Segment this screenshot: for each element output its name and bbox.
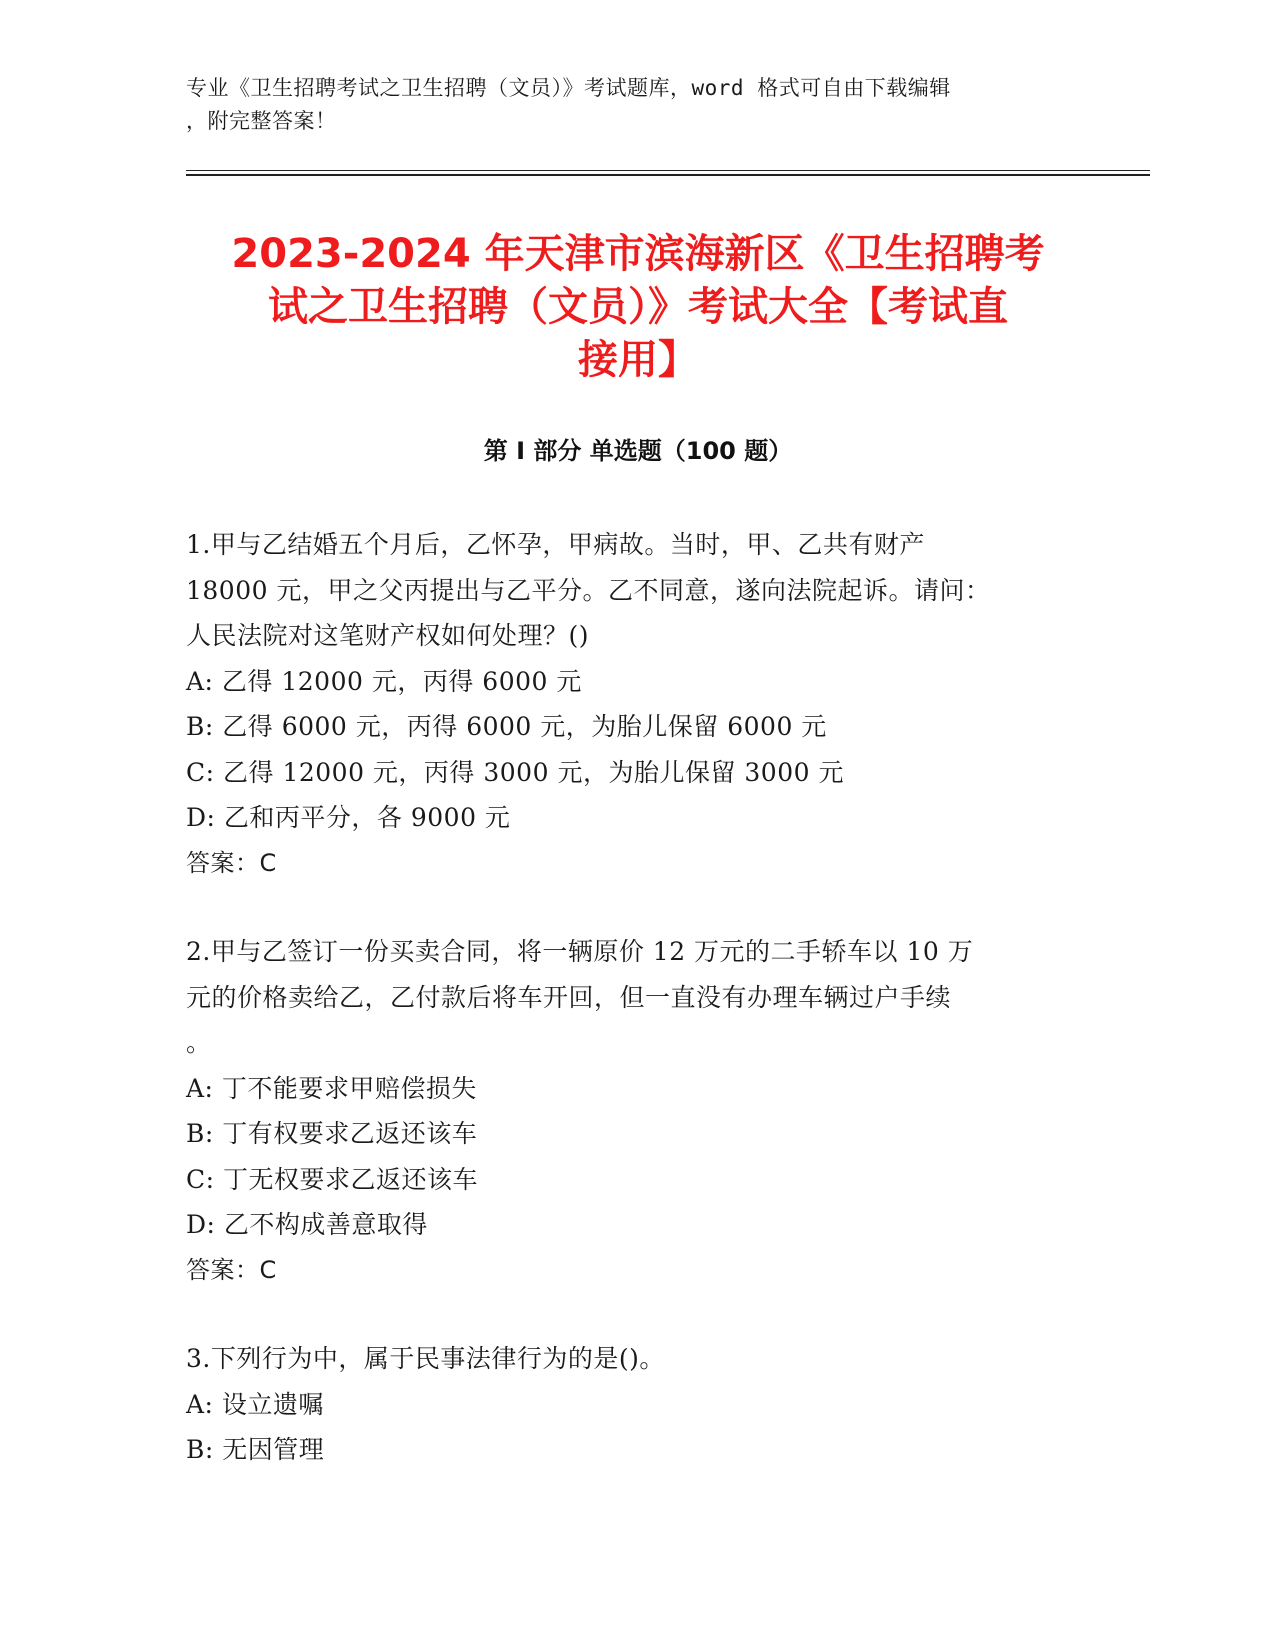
header-rule-thin <box>186 170 1150 171</box>
question-line: 。 <box>186 1028 212 1057</box>
title-line: 2023-2024 年天津市滨海新区《卫生招聘考 <box>231 231 1045 277</box>
question-line: 2.甲与乙签订一份买卖合同，将一辆原价 12 万元的二手轿车以 10 万 <box>186 937 974 966</box>
title-line: 接用】 <box>578 337 698 383</box>
question-line: 人民法院对这笔财产权如何处理？() <box>186 621 590 650</box>
option-a: A: 丁不能要求甲赔偿损失 <box>186 1073 477 1103</box>
question-line: 18000 元，甲之父丙提出与乙平分。乙不同意，遂向法院起诉。请问： <box>186 575 991 605</box>
answer: 答案：C <box>186 1255 277 1284</box>
document-title <box>186 228 1090 387</box>
section-heading: 第 I 部分 单选题（100 题） <box>483 437 793 465</box>
intro-line: ，附完整答案！ <box>186 109 337 133</box>
option-a: A: 乙得 12000 元，丙得 6000 元 <box>186 666 582 696</box>
option-c: C: 丁无权要求乙返还该车 <box>186 1164 478 1194</box>
option-b: B: 丁有权要求乙返还该车 <box>186 1119 478 1148</box>
option-a: A: 设立遗嘱 <box>186 1389 324 1419</box>
option-b: B: 无因管理 <box>186 1435 325 1464</box>
option-d: D: 乙不构成善意取得 <box>186 1210 428 1239</box>
intro-line: 专业《卫生招聘考试之卫生招聘（文员）》考试题库，word 格式可自由下载编辑 <box>186 76 951 100</box>
answer: 答案：C <box>186 848 277 877</box>
question-line: 元的价格卖给乙，乙付款后将车开回，但一直没有办理车辆过户手续 <box>186 982 952 1012</box>
option-d: D: 乙和丙平分，各 9000 元 <box>186 803 511 832</box>
option-b: B: 乙得 6000 元，丙得 6000 元，为胎儿保留 6000 元 <box>186 712 827 741</box>
option-c: C: 乙得 12000 元，丙得 3000 元，为胎儿保留 3000 元 <box>186 757 844 787</box>
title-line: 试之卫生招聘（文员）》考试大全【考试直 <box>268 284 1008 330</box>
intro-text <box>186 72 1066 138</box>
question-line: 3.下列行为中，属于民事法律行为的是()。 <box>186 1344 665 1373</box>
question-1 <box>186 522 1066 886</box>
question-2 <box>186 929 1066 1293</box>
header-rule-thick <box>186 174 1150 176</box>
question-line: 1.甲与乙结婚五个月后，乙怀孕，甲病故。当时，甲、乙共有财产 <box>186 530 925 559</box>
question-3 <box>186 1336 1066 1473</box>
